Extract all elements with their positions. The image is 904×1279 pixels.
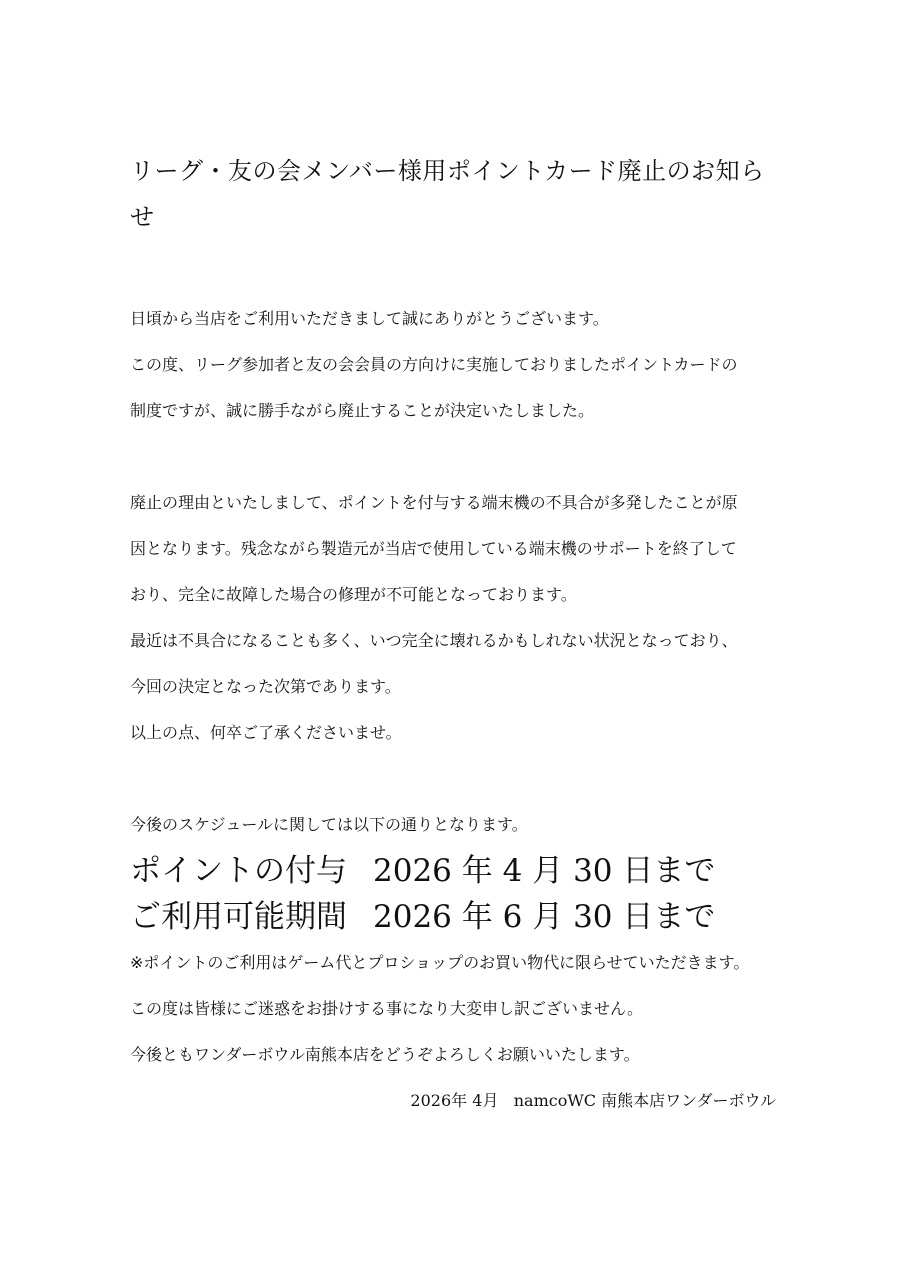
usage-deadline-label: ご利用可能期間 xyxy=(130,899,347,935)
usage-deadline-year: 2026 xyxy=(373,899,452,935)
signature-month: 4 xyxy=(472,1091,483,1110)
signature-month-unit: 月 xyxy=(482,1091,499,1110)
reason-line-5: 今回の決定となった次第であります。 xyxy=(130,677,401,696)
usage-deadline xyxy=(130,894,776,940)
signature-org-name: 南熊本店ワンダーボウル xyxy=(601,1091,776,1110)
points-deadline-label: ポイントの付与 xyxy=(130,853,347,889)
usage-deadline-month-unit: 月 xyxy=(532,899,564,935)
points-deadline-day-unit: 日まで xyxy=(622,853,716,889)
points-deadline-year: 2026 xyxy=(373,853,452,889)
signature-org-latin: namcoWC xyxy=(513,1091,597,1110)
signature-year-unit: 年 xyxy=(451,1091,468,1110)
points-deadline-day: 30 xyxy=(573,853,613,889)
reason-line-3: おり、完全に故障した場合の修理が不可能となっております。 xyxy=(130,585,577,604)
reason-line-4: 最近は不具合になることも多く、いつ完全に壊れるかもしれない状況となっており、 xyxy=(130,631,738,650)
intro-line-2: この度、リーグ参加者と友の会会員の方向けに実施しておりましたポイントカードの xyxy=(130,355,738,374)
closing-line-2: 今後ともワンダーボウル南熊本店をどうぞよろしくお願いいたします。 xyxy=(130,1045,640,1064)
usage-deadline-month: 6 xyxy=(502,899,523,935)
usage-deadline-day: 30 xyxy=(573,899,613,935)
reason-line-2: 因となります。残念ながら製造元が当店で使用している端末機のサポートを終了して xyxy=(130,539,737,558)
signature xyxy=(130,1078,776,1124)
points-deadline-month-unit: 月 xyxy=(532,853,564,889)
notice-title: リーグ・友の会メンバー様用ポイントカード廃止のお知らせ xyxy=(130,157,765,231)
usage-deadline-year-unit: 年 xyxy=(461,899,493,935)
intro-line-3: 制度ですが、誠に勝手ながら廃止することが決定いたしました。 xyxy=(130,401,595,420)
signature-year: 2026 xyxy=(410,1091,452,1110)
reason-line-1: 廃止の理由といたしまして、ポイントを付与する端末機の不具合が多発したことが原 xyxy=(130,493,738,512)
closing-line-1: この度は皆様にご迷惑をお掛けする事になり大変申し訳ございません。 xyxy=(130,999,643,1018)
usage-note: ※ポイントのご利用はゲーム代とプロショップのお買い物代に限らせていただきます。 xyxy=(130,953,750,972)
spacer xyxy=(130,756,776,802)
spacer xyxy=(130,434,776,480)
intro-line-1: 日頃から当店をご利用いただきまして誠にありがとうございます。 xyxy=(130,309,609,328)
usage-deadline-day-unit: 日まで xyxy=(622,899,716,935)
reason-line-6: 以上の点、何卒ご了承くださいませ。 xyxy=(130,723,402,742)
schedule-intro: 今後のスケジュールに関しては以下の通りとなります。 xyxy=(130,815,528,834)
points-deadline-month: 4 xyxy=(502,853,523,889)
points-deadline xyxy=(130,848,776,894)
points-deadline-year-unit: 年 xyxy=(461,853,493,889)
notice-document xyxy=(130,148,776,1124)
